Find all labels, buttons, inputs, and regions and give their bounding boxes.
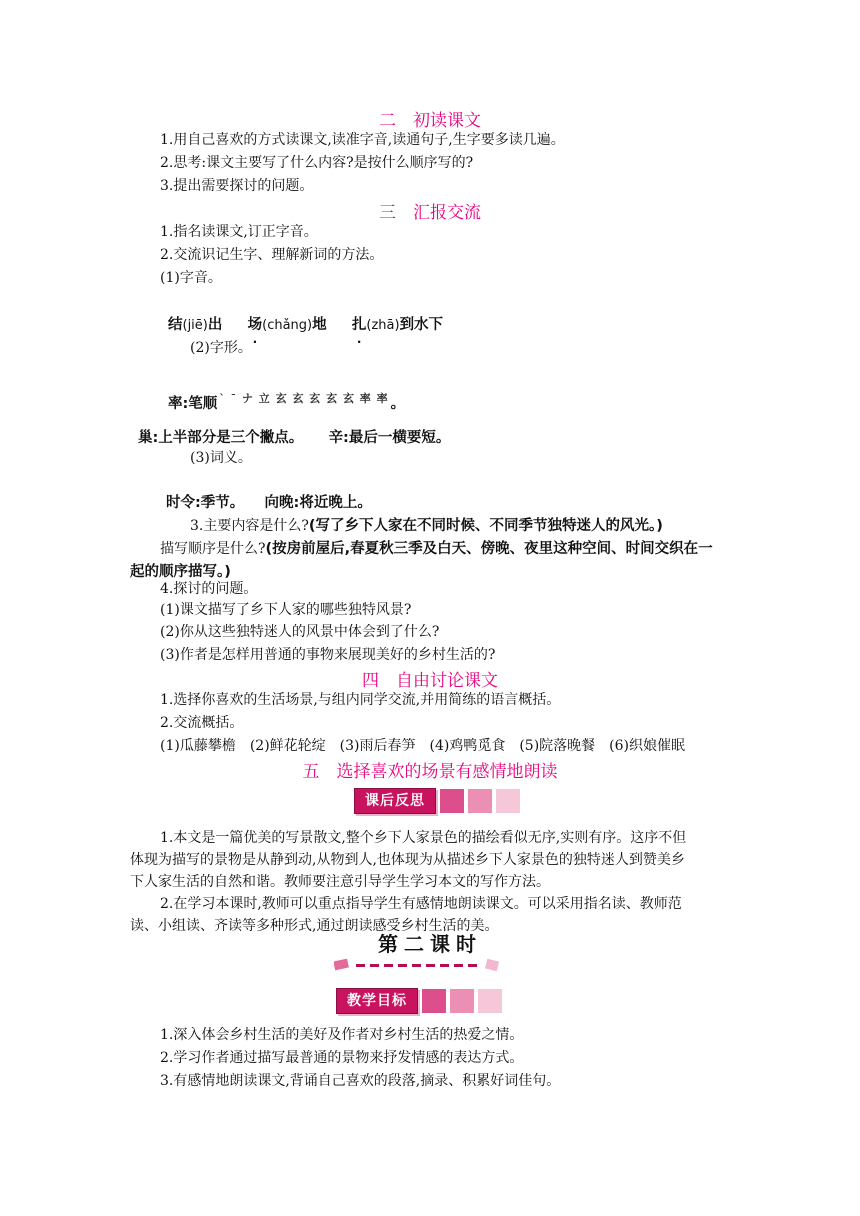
section4-item-2: 2.交流概括。 — [160, 715, 244, 731]
banner-square — [496, 789, 520, 813]
objectives-banner — [336, 988, 502, 1014]
shape-row: 巢:上半部分是三个撇点。 辛:最后一横要短。 — [138, 430, 451, 446]
banner-square — [440, 789, 464, 813]
section3-sub-3: (3)词义。 — [190, 450, 252, 466]
banner-square — [450, 989, 474, 1013]
question-1: (1)课文描写了乡下人家的哪些独特风景? — [160, 602, 412, 618]
section4-item-1: 1.选择你喜欢的生活场景,与组内同学交流,并用简练的语言概括。 — [160, 692, 561, 708]
objectives-banner-label: 教学目标 — [336, 988, 418, 1014]
section2-item-2: 2.思考:课文主要写了什么内容?是按什么顺序写的? — [160, 155, 474, 171]
section3-sub-2: (2)字形。 — [190, 340, 252, 356]
section-heading-4: 四 自由讨论课文 — [362, 671, 498, 691]
reflection-p2-line-2: 读、小组读、齐读等多种形式,通过朗读感受乡村生活的美。 — [130, 918, 499, 934]
stroke-order-sequence: ` ˉ ナ 立 玄 玄 玄 玄 玄 率 率 — [219, 392, 389, 405]
section-heading-2: 二 初读课文 — [379, 111, 481, 131]
stroke-order-row: 率:笔顺 ` ˉ ナ 立 玄 玄 玄 玄 玄 率 率 。 — [168, 392, 406, 412]
reflection-p1-line-3: 下人家生活的自然和谐。教师要注意引导学生学习本文的写作方法。 — [130, 874, 550, 890]
pinyin-row — [168, 313, 443, 334]
meaning-row: 时令:季节。 向晚:将近晚上。 — [166, 495, 372, 511]
order-answer-cont: 起的顺序描写。) — [130, 564, 231, 580]
section-heading-3: 三 汇报交流 — [379, 203, 481, 223]
main-content-question: 3.主要内容是什么?(写了乡下人家在不同时候、不同季节独特迷人的风光。) — [190, 518, 663, 534]
objective-3: 3.有感情地朗读课文,背诵自己喜欢的段落,摘录、积累好词佳句。 — [160, 1073, 561, 1089]
section2-item-1: 1.用自己喜欢的方式读课文,读准字音,读通句子,生字要多读几遍。 — [160, 132, 565, 148]
pinyin-item-1: 结(jiē)出 — [168, 317, 223, 333]
lesson-title: 第二课时 — [378, 932, 482, 956]
pinyin-item-2: 场(chǎng)地 — [247, 317, 327, 333]
banner-square — [468, 789, 492, 813]
question-3: (3)作者是怎样用普通的事物来展现美好的乡村生活的? — [160, 647, 496, 663]
banner-square — [422, 989, 446, 1013]
section3-sub-1: (1)字音。 — [160, 270, 222, 286]
objective-1: 1.深入体会乡村生活的美好及作者对乡村生活的热爱之情。 — [160, 1027, 524, 1043]
question-2: (2)你从这些独特迷人的风景中体会到了什么? — [160, 624, 440, 640]
order-question: 描写顺序是什么?(按房前屋后,春夏秋三季及白天、傍晚、夜里这种空间、时间交织在一 — [160, 541, 713, 557]
section2-item-3: 3.提出需要探讨的问题。 — [160, 178, 314, 194]
reflection-p1-line-1: 1.本文是一篇优美的写景散文,整个乡下人家景色的描绘看似无序,实则有序。这序不但 — [160, 830, 687, 846]
banner-square — [478, 989, 502, 1013]
decorative-dash-row — [334, 958, 504, 972]
reflection-banner-label: 课后反思 — [354, 788, 436, 814]
section3-item-4: 4.探讨的问题。 — [160, 581, 258, 597]
reflection-p2-line-1: 2.在学习本课时,教师可以重点指导学生有感情地朗读课文。可以采用指名读、教师范 — [160, 896, 682, 912]
scene-list: (1)瓜藤攀檐 (2)鲜花轮绽 (3)雨后春笋 (4)鸡鸭觅食 (5)院落晚餐 (6)织娘催眠 — [160, 738, 685, 754]
section3-item-1: 1.指名读课文,订正字音。 — [160, 224, 318, 240]
reflection-banner — [354, 788, 520, 814]
section-heading-5: 五 选择喜欢的场景有感情地朗读 — [302, 762, 558, 782]
pinyin-item-3: 扎(zhā)到水下 — [351, 317, 444, 333]
objective-2: 2.学习作者通过描写最普通的景物来抒发情感的表达方式。 — [160, 1050, 524, 1066]
section3-item-2: 2.交流识记生字、理解新词的方法。 — [160, 247, 384, 263]
reflection-p1-line-2: 体现为描写的景物是从静到动,从物到人,也体现为从描述乡下人家景色的独特迷人到赞美乡 — [130, 852, 685, 868]
